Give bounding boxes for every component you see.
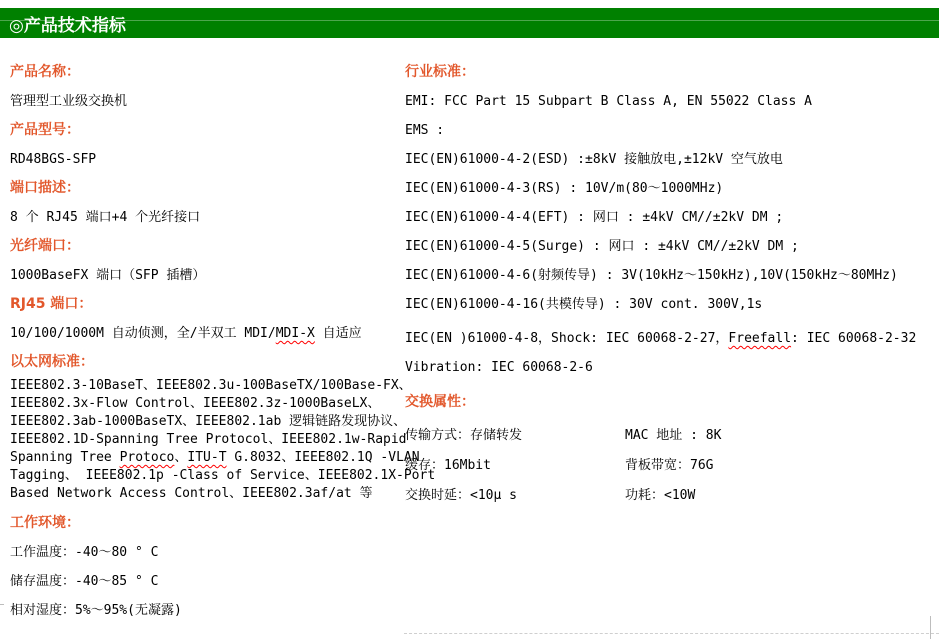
ethernet-line: IEEE802.3x-Flow Control、IEEE802.3z-1000BaseLX、 xyxy=(10,396,381,411)
ethernet-text: G.8032、IEEE802.1Q -VLAN xyxy=(226,450,420,465)
storage-temperature: 储存温度：-40～85 ° C xyxy=(10,574,159,589)
right-column xyxy=(405,58,935,511)
mac-address-capacity: MAC 地址 : 8K xyxy=(625,428,722,443)
heading-product-name: 产品名称： xyxy=(10,64,80,80)
shock-freefall-standard xyxy=(405,324,935,353)
shock-text-post: : IEC 60068-2-32 xyxy=(791,331,917,346)
misspelled-word-protoco: Protoco xyxy=(119,450,175,465)
section-title-bar xyxy=(0,8,939,38)
page-title-text: 产品技术指标 xyxy=(23,16,126,36)
relative-humidity: 相对湿度：5%～95%(无凝露) xyxy=(10,603,182,618)
ethernet-standards-paragraph xyxy=(10,377,436,503)
vibration-standard: Vibration: IEC 60068-2-6 xyxy=(405,360,593,375)
ethernet-text: 、 xyxy=(174,450,188,465)
heading-working-environment: 工作环境： xyxy=(10,515,80,531)
backplane-bandwidth: 背板带宽：76G xyxy=(625,458,714,473)
heading-industry-standards: 行业标准： xyxy=(405,64,475,80)
ethernet-line: Tagging、 IEEE802.1p -Class of Service、IEEE802.1X-Port xyxy=(10,468,436,483)
heading-port-description: 端口描述： xyxy=(10,180,80,196)
ethernet-line: IEEE802.3ab-1000BaseTX、IEEE802.1ab 逻辑链路发现协议、 xyxy=(10,414,407,429)
ethernet-line: IEEE802.1D-Spanning Tree Protocol、IEEE802.1w-Rapid xyxy=(10,432,407,447)
working-temperature: 工作温度：-40～80 ° C xyxy=(10,545,159,560)
ethernet-line: IEEE802.3-10BaseT、IEEE802.3u-100BaseTX/100Base-FX、 xyxy=(10,378,412,393)
misspelled-word-itut: ITU-T xyxy=(187,450,227,465)
port-description-value: 8 个 RJ45 端口+4 个光纤接口 xyxy=(10,210,201,225)
attr-row xyxy=(405,421,935,451)
product-model-value: RD48BGS-SFP xyxy=(10,152,97,167)
misspelled-word-mdix: MDI-X xyxy=(275,326,315,341)
power-consumption: 功耗：<10W xyxy=(625,488,696,503)
table-fragment-left-mark xyxy=(0,604,4,605)
ethernet-text: Spanning Tree xyxy=(10,450,120,465)
buffer-size: 缓存：16Mbit xyxy=(405,458,491,473)
rs-standard: IEC(EN)61000-4-3(RS) : 10V/m(80～1000MHz) xyxy=(405,181,724,196)
rj45-text-post: 自适应 xyxy=(314,326,362,341)
switching-attributes-grid xyxy=(405,421,935,511)
table-fragment-vertical-border xyxy=(930,616,931,639)
bullseye-icon: ◎ xyxy=(9,16,24,36)
page-title xyxy=(9,11,126,36)
ems-label: EMS : xyxy=(405,123,445,138)
ethernet-line: Based Network Access Control、IEEE802.3af/at 等 xyxy=(10,486,373,501)
heading-rj45-port: RJ45 端口： xyxy=(10,296,93,312)
heading-product-model: 产品型号： xyxy=(10,122,80,138)
ethernet-line xyxy=(10,449,420,467)
eft-standard: IEC(EN)61000-4-4(EFT) : 网口 : ±4kV CM//±2kV DM ; xyxy=(405,210,784,225)
rj45-text-pre: 10/100/1000M 自动侦测，全/半双工 MDI/ xyxy=(10,326,276,341)
emi-standard: EMI: FCC Part 15 Subpart B Class A, EN 55022 Class A xyxy=(405,94,812,109)
rj45-port-value xyxy=(10,319,405,348)
table-fragment-horizontal-border xyxy=(404,633,939,634)
attr-row xyxy=(405,481,935,511)
misspelled-word-freefall: Freefall xyxy=(728,331,792,346)
heading-fiber-port: 光纤端口： xyxy=(10,238,80,254)
common-mode-standard: IEC(EN)61000-4-16(共模传导) : 30V cont. 300V,1s xyxy=(405,297,763,312)
surge-standard: IEC(EN)61000-4-5(Surge) : 网口 : ±4kV CM//±2kV DM ; xyxy=(405,239,799,254)
heading-ethernet-standards: 以太网标准： xyxy=(10,354,94,370)
forwarding-mode: 传输方式：存储转发 xyxy=(405,428,523,443)
fiber-port-value: 1000BaseFX 端口（SFP 插槽） xyxy=(10,268,206,283)
switching-latency: 交换时延：<10μ s xyxy=(405,488,517,503)
esd-standard: IEC(EN)61000-4-2(ESD) :±8kV 接触放电,±12kV 空气放电 xyxy=(405,152,783,167)
product-name-value: 管理型工业级交换机 xyxy=(10,94,128,109)
title-bar-rule xyxy=(0,20,939,21)
attr-row xyxy=(405,451,935,481)
shock-text-pre: IEC(EN )61000-4-8，Shock: IEC 60068-2-27， xyxy=(405,331,729,346)
heading-switching-attributes: 交换属性： xyxy=(405,394,475,410)
rf-conduction-standard: IEC(EN)61000-4-6(射频传导) : 3V(10kHz～150kHz),10V(150kHz～80MHz) xyxy=(405,268,898,283)
